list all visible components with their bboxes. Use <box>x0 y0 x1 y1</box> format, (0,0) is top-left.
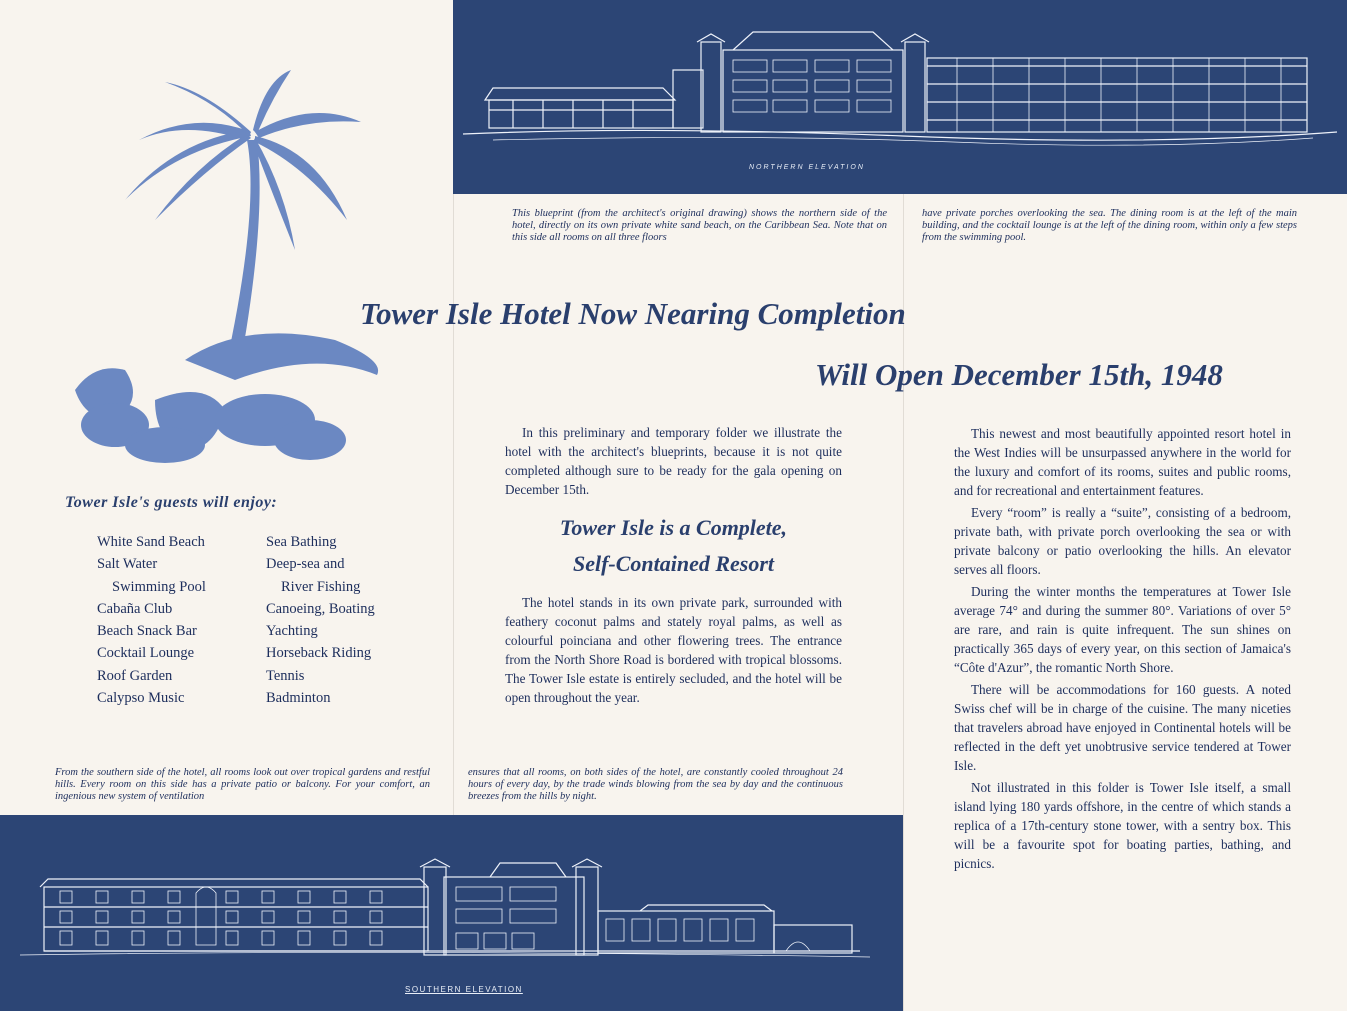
headline-line-1: Tower Isle Hotel Now Nearing Completion <box>360 296 906 331</box>
amenity-item: Beach Snack Bar <box>97 623 197 640</box>
amenities-list-right <box>266 531 375 709</box>
subhead-line-2: Self-Contained Resort <box>572 551 775 576</box>
amenity-item: Roof Garden <box>97 667 173 684</box>
amenities-title: Tower Isle's guests will enjoy: <box>65 494 278 511</box>
intro-paragraph <box>505 423 842 502</box>
southern-elevation-banner <box>0 815 903 1011</box>
resort-subheading <box>505 510 842 582</box>
resort-text: The hotel stands in its own private park, surrounded with feathery coconut palms and stately royal palms, as well as colourful poinciana and other flowering trees. The entrance from the North Shore Road is bordered with tropical blossoms. The Tower Isle estate is entirely secluded, and the hotel will be open throughout the year. <box>505 595 842 705</box>
southern-elevation-blueprint <box>0 815 903 1011</box>
amenity-item: Salt Water <box>97 556 158 573</box>
intro-text: In this preliminary and temporary folder we illustrate the hotel with the architect's blueprints, because it is not quite completed although sure to be ready for the gala opening on December 15th. <box>505 425 842 497</box>
amenity-item: Calypso Music <box>97 690 185 707</box>
right-column-text <box>954 424 1291 876</box>
amenity-item: Sea Bathing <box>266 534 337 550</box>
right-paragraph: During the winter months the temperatures at Tower Isle average 74° and during the summer 80°. Variations of over 5° are rare, and rain is quite infrequent. The sun shines on practically 365 days of every year, on this section of Jamaica's “Côte d'Azur”, the romantic North Shore. <box>954 584 1291 675</box>
northern-elevation-label: NORTHERN ELEVATION <box>749 164 865 171</box>
amenity-item: White Sand Beach <box>97 534 205 550</box>
southern-caption-right: ensures that all rooms, on both sides of the hotel, are constantly cooled throughout 24 hours of every day, by the trade winds blowing from the sea by day and the continuous breezes from the hills by night. <box>468 767 843 802</box>
amenity-item: Horseback Riding <box>266 645 372 662</box>
northern-caption-left: This blueprint (from the architect's original drawing) shows the northern side of the hotel, directly on its own private white sand beach, on the Caribbean Sea. Note that on this side all rooms on all three floors <box>512 208 887 243</box>
palm-tree-illustration <box>55 70 385 490</box>
northern-elevation-banner <box>453 0 1347 194</box>
right-paragraph: There will be accommodations for 160 guests. A noted Swiss chef will be in charge of the cuisine. The many niceties that travelers abroad have enjoyed in Continental hotels will be reflected in the deft yet unobtrusive service tendered at Tower Isle. <box>954 682 1291 773</box>
right-paragraph: Every “room” is really a “suite”, consisting of a bedroom, private bath, with private porch overlooking the sea or with private balcony or patio overlooking the hills. An elevator serves all floors. <box>954 505 1291 577</box>
headline-line-2: Will Open December 15th, 1948 <box>815 357 1223 392</box>
amenity-item: Badminton <box>266 690 331 707</box>
amenity-item: Swimming Pool <box>112 578 206 595</box>
amenity-item: Tennis <box>266 667 305 684</box>
amenity-item: Yachting <box>266 623 318 640</box>
northern-caption-right: have private porches overlooking the sea. The dining room is at the left of the main building, and the cocktail lounge is at the left of the dining room, within only a few steps from the swimming pool. <box>922 208 1297 243</box>
northern-elevation-blueprint <box>453 0 1347 194</box>
right-paragraph: This newest and most beautifully appointed resort hotel in the West Indies will be unsurpassed anywhere in the world for the luxury and comfort of its rooms, suites and public rooms, and for recreational and entertainment features. <box>954 426 1291 498</box>
southern-caption-left: From the southern side of the hotel, all rooms look out over tropical gardens and restful hills. Every room on this side has a private patio or balcony. For your comfort, an ingenious new system of ventilation <box>55 767 430 802</box>
amenity-item: Cocktail Lounge <box>97 645 195 662</box>
right-paragraph: Not illustrated in this folder is Tower Isle itself, a small island lying 180 yards offshore, in the centre of which stands a replica of a 17th-century stone tower, with a sentry box. This will be a favourite spot for boating parties, bathing, and picnics. <box>954 780 1291 871</box>
amenity-item: Canoeing, Boating <box>266 600 375 617</box>
subhead-line-1: Tower Isle is a Complete, <box>559 515 788 540</box>
amenity-item: River Fishing <box>281 578 361 595</box>
amenity-item: Cabaña Club <box>97 600 173 617</box>
amenities-list-left <box>97 531 206 709</box>
amenity-item: Deep-sea and <box>266 556 345 573</box>
southern-elevation-label: SOUTHERN ELEVATION <box>405 985 523 994</box>
resort-paragraph <box>505 593 842 710</box>
